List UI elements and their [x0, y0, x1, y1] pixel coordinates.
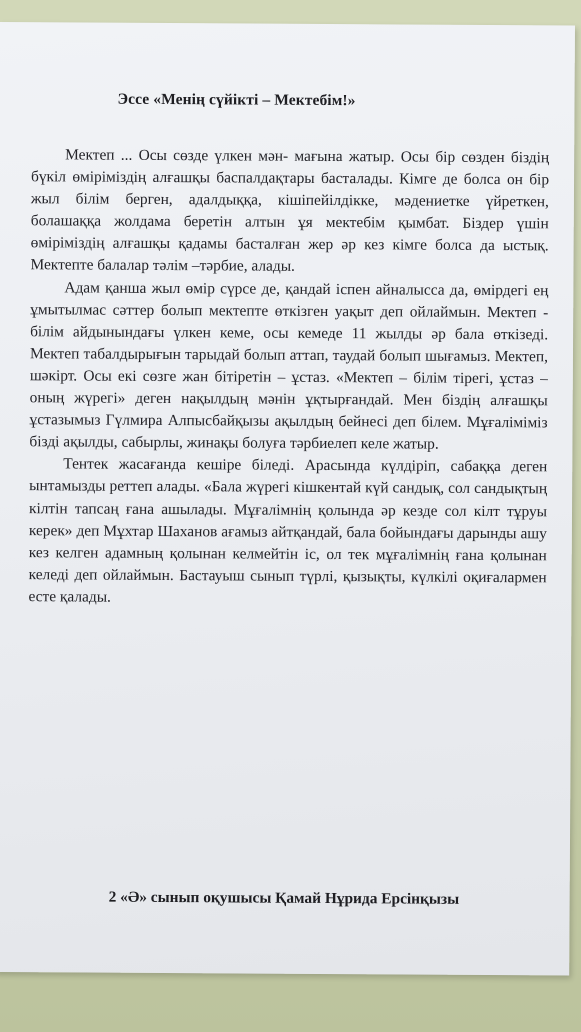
essay-title: Эссе «Менің сүйікті – Мектебім!»: [117, 90, 356, 110]
author-signature: 2 «Ә» сынып оқушысы Қамай Нұрида Ерсінқызы: [108, 888, 460, 908]
essay-paragraph-1: Мектеп ... Осы сөзде үлкен мән- мағына жатыр. Осы бір сөзден біздің бүкіл өміріміздің алғашқы баспалдақтары басталады. Кімге де болса он бір жыл білім берген, адалдыққа, кішіпейілдікке, мәдениетке үйреткен, болашаққа жолдама беретін алтын ұя мектебім қымбат. Біздер үшін өміріміздің алғашқы қадамы басталған жер әр кез кімге болса да ыстық. Мектепте балалар тәлім –тәрбие, алады.: [30, 146, 550, 276]
essay-paragraph-2: Адам қанша жыл өмір сүрсе де, қандай іспен айналысса да, өмірдегі ең ұмытылмас сәттер болып мектепте өткізген уақыт деп ойлаймын. Мектеп - білім айдынындағы үлкен кеме, осы кемеде 11 жылды әр бала өткізеді. Мектеп табалдырығын тарыдай болып аттап, таудай болып шығамыз. Мектеп, шәкірт. Осы екі сөзге жан бітіретін – ұстаз. «Мектеп – білім тірегі, ұстаз – оның жүрегі» деген нақылдың мәнін ұқтырғандай. Мен біздің алғашқы ұстазымыз Гүлмира Алпысбайқызы ақылдың бейнесі деп білем. Мұғаліміміз бізді ақылды, сабырлы, жинақы болуға тәрбиелеп келе жатыр.: [29, 278, 549, 453]
essay-paragraph-3: Тентек жасағанда кешіре біледі. Арасында күлдіріп, сабаққа деген ынтамызды реттеп алады. «Бала жүрегі кішкентай күй сандық, сол сандықтың кілтін тапсаң ғана ашылады. Мұғалімнің қолында әр кезде сол кілт тұруы керек» деп Мұхтар Шаханов ағамыз айтқандай, бала бойындағы дарынды ашу кез келген адамның қолынан келмейтін іс, ол тек мұғалімнің ғана қолынан келеді деп ойлаймын. Бастауыш сынып түрлі, қызықты, күлкілі оқиғалармен есте қалады.: [28, 455, 548, 606]
paper-sheet: [0, 22, 575, 975]
essay-body: [28, 144, 549, 611]
